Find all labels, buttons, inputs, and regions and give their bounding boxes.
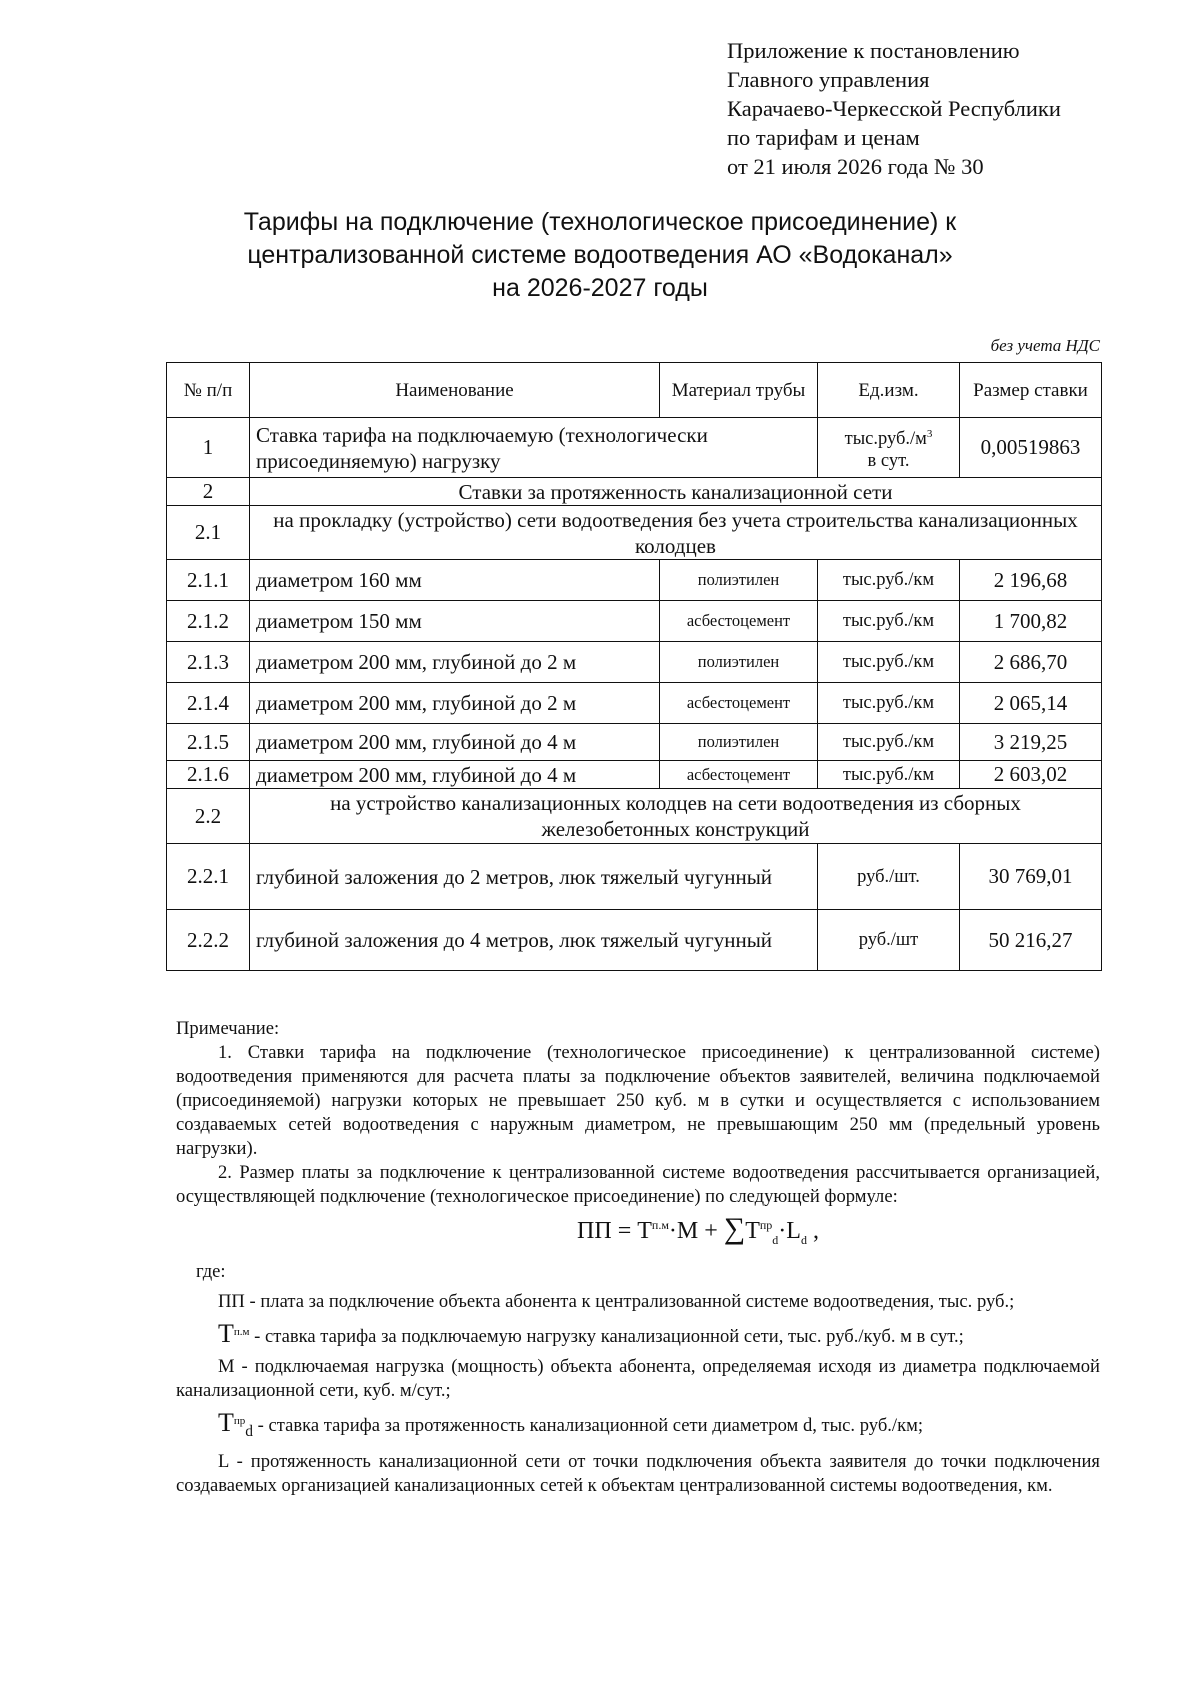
formula-lhs: ПП = Т: [577, 1218, 652, 1244]
row-name: диаметром 150 мм: [250, 601, 660, 642]
row-number: 2.1.4: [167, 683, 250, 724]
row-value: 2 686,70: [960, 642, 1102, 683]
note-2: 2. Размер платы за подключение к централизованной системе водоотведения рассчитывается организацией, осуществляющей подключение (технологическое присоединение) по следующей формуле:: [176, 1162, 1100, 1207]
table-row: [167, 910, 1102, 971]
row-material: полиэтилен: [660, 560, 818, 601]
def-t: [176, 1320, 1100, 1349]
row-number: 2.1.6: [167, 761, 250, 789]
row-value: 2 603,02: [960, 761, 1102, 789]
row-number: 2.1.5: [167, 724, 250, 761]
row-number: 2.2: [167, 789, 250, 844]
table-row: [167, 683, 1102, 724]
def-t-text: - ставка тарифа за подключаемую нагрузку канализационной сети, тыс. руб./куб. м в сут.;: [249, 1325, 964, 1347]
table-row: [167, 761, 1102, 789]
formula-td: Т: [745, 1218, 760, 1244]
row-material: асбестоцемент: [660, 683, 818, 724]
header-line: Приложение к постановлению: [727, 38, 1020, 63]
title-line: Тарифы на подключение (технологическое присоединение) к: [243, 208, 957, 236]
def-t-symbol: Т: [218, 1318, 234, 1348]
def-td-sub: d: [245, 1422, 254, 1440]
header-value: Размер ставки: [960, 363, 1102, 418]
formula-m: ·M +: [668, 1218, 724, 1244]
table-row: [167, 601, 1102, 642]
row-material: полиэтилен: [660, 642, 818, 683]
definitions: [176, 1260, 1100, 1498]
row-number: 2.1: [167, 506, 250, 560]
header-unit: Ед.изм.: [818, 363, 960, 418]
row-unit: тыс.руб./км: [818, 560, 960, 601]
table-section-row: [167, 789, 1102, 844]
header-material: Материал трубы: [660, 363, 818, 418]
def-td-symbol: Т: [218, 1408, 234, 1438]
table-row: [167, 418, 1102, 478]
unit-sub: в сут.: [867, 451, 910, 472]
note-1: 1. Ставки тарифа на подключение (технологическое присоединение) к централизованной системе) водоотведения применяются для расчета платы за подключение объектов заявителей, величина подключаемой (присоединяемой) нагрузки которых не превышает 250 куб. м в сутки и осуществляется с использованием создаваемых сетей водоотведения с наружным диаметром, не превышающим 250 мм (предельный уровень нагрузки).: [176, 1042, 1100, 1159]
section-name: Ставки за протяженность канализационной сети: [250, 478, 1102, 506]
unit-sup: 3: [926, 427, 933, 440]
formula-l: ·L: [778, 1218, 801, 1244]
row-material: асбестоцемент: [660, 601, 818, 642]
appendix-header: [727, 36, 1167, 181]
formula-td-sup: пр: [759, 1218, 773, 1232]
header-line: Карачаево-Черкесской Республики: [727, 96, 1061, 121]
row-unit: тыс.руб./км: [818, 724, 960, 761]
formula-l-sub: d: [800, 1232, 807, 1247]
row-name: диаметром 200 мм, глубиной до 4 м: [250, 761, 660, 789]
document-title: [150, 206, 1050, 305]
unit-main: тыс.руб./м: [844, 429, 927, 450]
row-value: 30 769,01: [960, 844, 1102, 910]
table-row: [167, 642, 1102, 683]
def-pp: ПП - плата за подключение объекта абонента к централизованной системе водоотведения, тыс. руб.;: [218, 1290, 1015, 1312]
row-unit: тыс.руб./км: [818, 642, 960, 683]
row-material: полиэтилен: [660, 724, 818, 761]
row-unit: тыс.руб./км: [818, 683, 960, 724]
table-row: [167, 844, 1102, 910]
header-line: по тарифам и ценам: [727, 125, 920, 150]
def-m: M - подключаемая нагрузка (мощность) объекта абонента, определяемая исходя из диаметра подключаемой канализационной сети, куб. м/сут.;: [176, 1355, 1100, 1401]
row-number: 2.2.2: [167, 910, 250, 971]
tariffs-table: [166, 362, 1102, 971]
title-line: на 2026-2027 годы: [492, 274, 708, 302]
def-td-text: - ставка тарифа за протяженность канализационной сети диаметром d, тыс. руб./км;: [253, 1415, 924, 1437]
row-material: асбестоцемент: [660, 761, 818, 789]
row-name: диаметром 160 мм: [250, 560, 660, 601]
formula-end: ,: [806, 1218, 819, 1244]
header-line: от 21 июля 2026 года № 30: [727, 154, 984, 179]
header-name: Наименование: [250, 363, 660, 418]
table-header-row: [167, 363, 1102, 418]
row-value: 3 219,25: [960, 724, 1102, 761]
header-line: Главного управления: [727, 67, 930, 92]
table-section-row: [167, 478, 1102, 506]
row-unit: руб./шт: [818, 910, 960, 971]
row-number: 2.1.3: [167, 642, 250, 683]
row-number: 1: [167, 418, 250, 478]
row-name: диаметром 200 мм, глубиной до 2 м: [250, 683, 660, 724]
row-unit: руб./шт.: [818, 844, 960, 910]
header-no: № п/п: [167, 363, 250, 418]
row-value: 1 700,82: [960, 601, 1102, 642]
formula-td-sub: d: [772, 1232, 779, 1247]
fee-formula: [176, 1213, 1100, 1252]
row-value: 2 196,68: [960, 560, 1102, 601]
row-name: Ставка тарифа на подключаемую (технологически присоединяемую) нагрузку: [250, 418, 818, 478]
where-label: где:: [196, 1260, 226, 1282]
table-section-row: [167, 506, 1102, 560]
table-row: [167, 560, 1102, 601]
row-number: 2.1.1: [167, 560, 250, 601]
row-unit: тыс.руб./км: [818, 761, 960, 789]
table-row: [167, 724, 1102, 761]
row-name: глубиной заложения до 4 метров, люк тяжелый чугунный: [250, 910, 818, 971]
def-td-sup: пр: [233, 1414, 246, 1427]
row-unit: тыс.руб./км: [818, 601, 960, 642]
row-number: 2: [167, 478, 250, 506]
section-name: на прокладку (устройство) сети водоотведения без учета строительства канализационных колодцев: [250, 506, 1102, 560]
notes-section: [176, 1017, 1100, 1498]
formula-t-sup: п.м: [651, 1218, 669, 1232]
row-name: глубиной заложения до 2 метров, люк тяжелый чугунный: [250, 844, 818, 910]
row-value: 2 065,14: [960, 683, 1102, 724]
row-number: 2.1.2: [167, 601, 250, 642]
row-name: диаметром 200 мм, глубиной до 4 м: [250, 724, 660, 761]
row-value: 0,00519863: [960, 418, 1102, 478]
row-number: 2.2.1: [167, 844, 250, 910]
title-line: централизованной системе водоотведения АО «Водоканал»: [247, 241, 953, 269]
notes-heading: Примечание:: [176, 1018, 280, 1039]
row-value: 50 216,27: [960, 910, 1102, 971]
def-l: L - протяженность канализационной сети от точки подключения объекта заявителя до точки подключения создаваемых организацией канализационных сетей к объектам централизованной системы водоотведения, км.: [176, 1450, 1100, 1496]
formula-sigma: ∑: [723, 1212, 746, 1245]
section-name: на устройство канализационных колодцев на сети водоотведения из сборных железобетонных конструкций: [250, 789, 1102, 844]
vat-note: без учета НДС: [990, 336, 1100, 355]
row-name: диаметром 200 мм, глубиной до 2 м: [250, 642, 660, 683]
row-unit: [818, 418, 960, 478]
def-td: [176, 1409, 1100, 1444]
def-t-sup: п.м: [233, 1325, 250, 1338]
